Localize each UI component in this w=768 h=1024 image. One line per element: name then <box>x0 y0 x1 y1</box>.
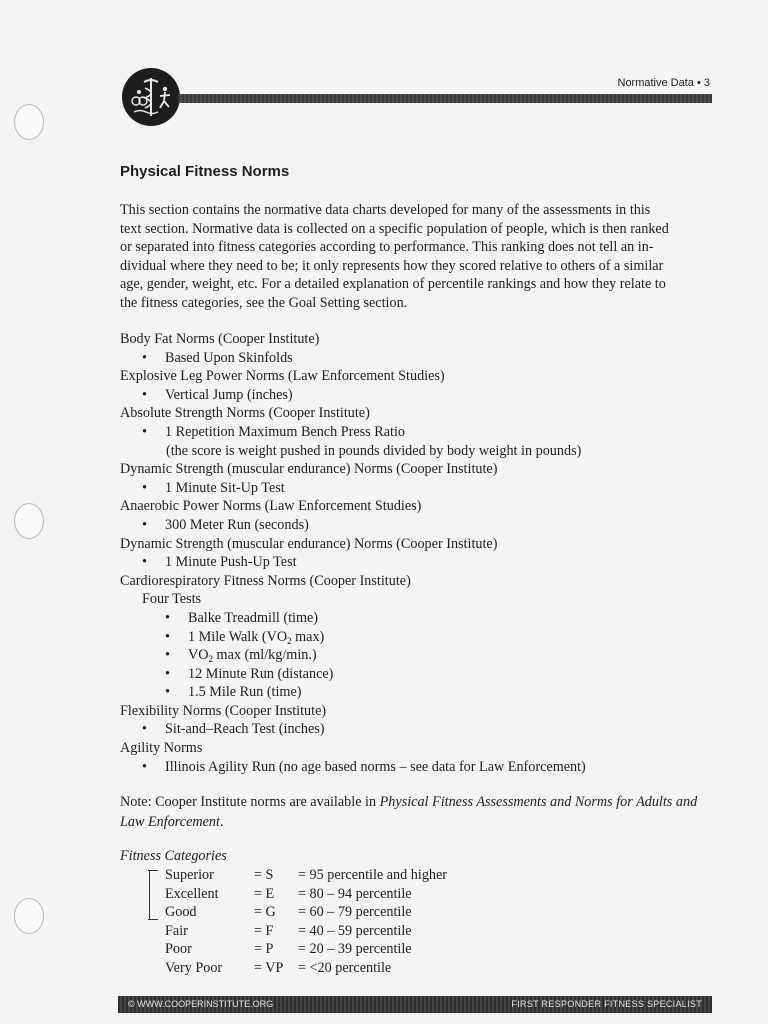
norm-item: • 300 Meter Run (seconds) <box>142 516 309 533</box>
punch-hole-bottom <box>14 898 44 934</box>
intro-line: age, gender, weight, etc. For a detailed explanation of percentile rankings and how they relate to <box>120 276 666 293</box>
category-row: Superior = S = 95 percentile and higher <box>165 867 448 883</box>
intro-line: This section contains the normative data charts developed for many of the assessments in this <box>120 202 651 218</box>
category-bracket <box>149 870 158 920</box>
norm-item: • $VO_2$ max (ml/kg/min.) <box>165 647 317 665</box>
caduceus-athletes-icon <box>122 68 180 126</box>
header-rule <box>178 94 712 103</box>
page-header-label: Normative Data • 3 <box>617 77 710 89</box>
norm-heading: Body Fat Norms (Cooper Institute) <box>120 331 320 347</box>
intro-line: the fitness categories, see the Goal Setting section. <box>120 294 408 311</box>
norm-item: • Illinois Agility Run (no age based norms – see data for Law Enforcement) <box>142 758 586 775</box>
intro-paragraph <box>120 201 720 313</box>
note-paragraph: Note: Cooper Institute norms are available in Physical Fitness Assessments and Norms for Adults and Law Enforcement. <box>120 794 698 830</box>
norm-item: • Vertical Jump (inches) <box>142 386 293 403</box>
intro-line: text section. Normative data is collected on a specific population of people, which is then ranked <box>120 220 669 237</box>
punch-hole-middle <box>14 503 44 539</box>
cooper-institute-logo <box>122 68 180 126</box>
page-title: Physical Fitness Norms <box>120 163 290 180</box>
norm-heading: Dynamic Strength (muscular endurance) Norms (Cooper Institute) <box>120 535 498 552</box>
categories-title: Fitness Categories <box>120 848 227 864</box>
norm-item: • 1.5 Mile Run (time) <box>165 684 302 701</box>
category-row: Very Poor = VP = <20 percentile <box>165 959 392 976</box>
norm-item: • 1 Minute Push-Up Test <box>142 554 297 571</box>
norm-item: • 12 Minute Run (distance) <box>165 665 334 682</box>
norm-heading: Cardiorespiratory Fitness Norms (Cooper Institute) <box>120 572 411 589</box>
norm-item: • 1 Repetition Maximum Bench Press Ratio <box>142 423 405 440</box>
intro-line: dividual where they need to be; it only represents how they scored relative to others of a similar <box>120 257 664 274</box>
norm-item: • Balke Treadmill (time) <box>165 609 319 626</box>
categories-table <box>165 866 447 978</box>
norm-item: • Based Upon Skinfolds <box>142 349 293 366</box>
norm-subheading: Four Tests <box>142 591 202 608</box>
norm-item-note: (the score is weight pushed in pounds divided by body weight in pounds) <box>166 442 582 459</box>
footer-website: © WWW.COOPERINSTITUTE.ORG <box>128 999 274 1009</box>
intro-line: or separated into fitness categories according to performance. This ranking does not tell an in- <box>120 239 654 256</box>
norm-heading: Agility Norms <box>120 740 203 757</box>
norm-heading: Anaerobic Power Norms (Law Enforcement Studies) <box>120 498 422 515</box>
norm-item: • 1 Minute Sit-Up Test <box>142 479 285 496</box>
norm-heading: Flexibility Norms (Cooper Institute) <box>120 702 327 719</box>
norm-item: • 1 Mile Walk ($VO_2$ max) <box>165 628 325 646</box>
norm-item: • Sit-and–Reach Test (inches) <box>142 721 325 738</box>
norm-heading: Dynamic Strength (muscular endurance) Norms (Cooper Institute) <box>120 461 498 478</box>
norm-heading: Explosive Leg Power Norms (Law Enforcement Studies) <box>120 368 445 385</box>
norms-list <box>120 330 586 776</box>
page-footer <box>118 996 712 1013</box>
category-row: Excellent = E = 80 – 94 percentile <box>165 885 412 902</box>
category-row: Good = G = 60 – 79 percentile <box>165 904 412 921</box>
norm-heading: Absolute Strength Norms (Cooper Institute) <box>120 405 370 422</box>
footer-course-name: FIRST RESPONDER FITNESS SPECIALIST <box>511 999 702 1009</box>
book-title: Physical Fitness Assessments and Norms for Adults and Law Enforcement <box>120 794 698 830</box>
punch-hole-top <box>14 104 44 140</box>
category-row: Fair = F = 40 – 59 percentile <box>165 922 412 939</box>
category-row: Poor = P = 20 – 39 percentile <box>165 941 412 958</box>
